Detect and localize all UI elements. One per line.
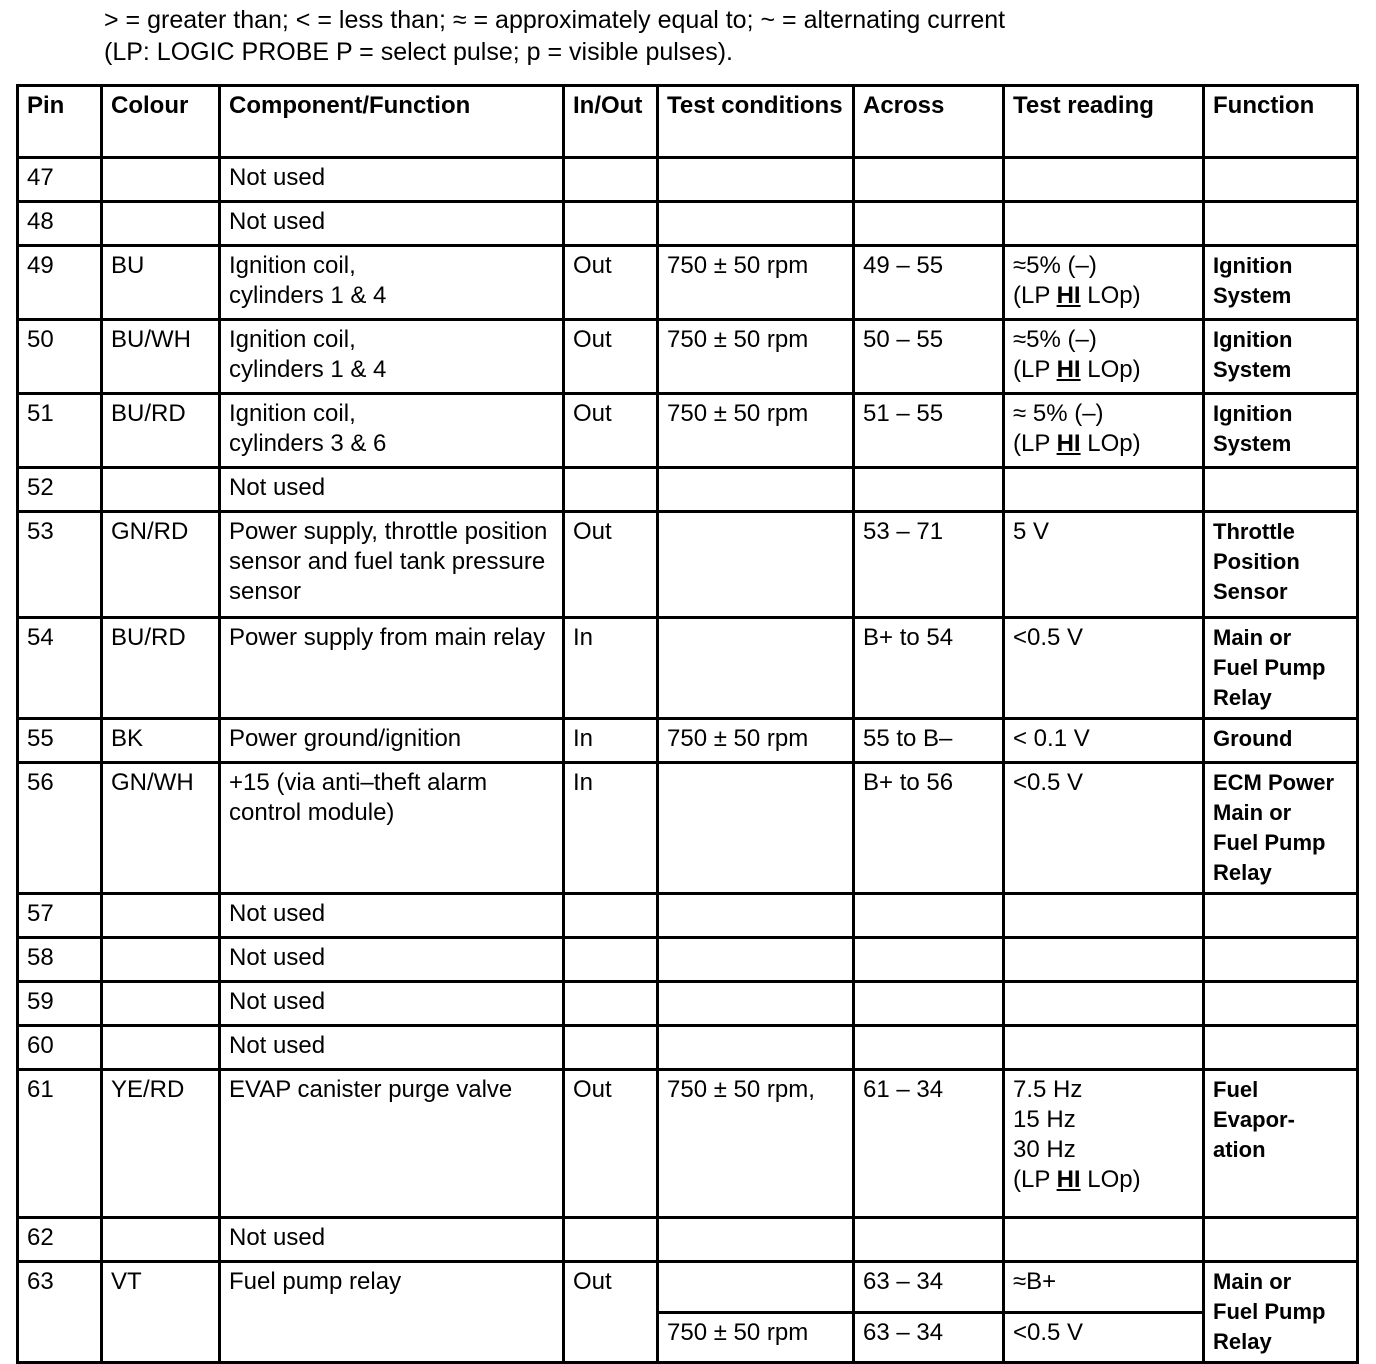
across-cell: 61 – 34	[854, 1070, 1004, 1218]
test-conditions-cell	[658, 512, 854, 618]
table-row	[18, 1070, 1358, 1218]
function-cell: Ignition System	[1204, 246, 1358, 320]
test-conditions-cell	[658, 763, 854, 894]
test-conditions-cell	[658, 938, 854, 982]
pin-cell: 63	[18, 1262, 102, 1363]
header-component: Component/Function	[220, 86, 564, 158]
across-cell	[854, 938, 1004, 982]
colour-cell: BK	[102, 719, 220, 763]
table-row	[18, 320, 1358, 394]
inout-cell: Out	[564, 1262, 658, 1363]
across-cell: B+ to 56	[854, 763, 1004, 894]
colour-cell: VT	[102, 1262, 220, 1363]
colour-cell	[102, 1218, 220, 1262]
test-conditions-cell: 750 ± 50 rpm	[658, 394, 854, 468]
across-cell	[854, 158, 1004, 202]
function-cell	[1204, 938, 1358, 982]
colour-cell	[102, 158, 220, 202]
component-cell: Ignition coil, cylinders 3 & 6	[220, 394, 564, 468]
table-row	[18, 1218, 1358, 1262]
test-reading-cell	[1004, 982, 1204, 1026]
test-reading-cell	[1004, 1218, 1204, 1262]
pin-cell: 48	[18, 202, 102, 246]
table-body	[18, 158, 1358, 1363]
test-reading-cell	[1004, 158, 1204, 202]
component-cell: Not used	[220, 468, 564, 512]
table-row	[18, 618, 1358, 719]
pin-cell: 58	[18, 938, 102, 982]
table-row	[18, 1262, 1358, 1313]
test-conditions-cell: 750 ± 50 rpm	[658, 246, 854, 320]
pin-cell: 59	[18, 982, 102, 1026]
colour-cell: BU	[102, 246, 220, 320]
pin-cell: 56	[18, 763, 102, 894]
component-cell: +15 (via anti–theft alarm control module)	[220, 763, 564, 894]
colour-cell	[102, 982, 220, 1026]
test-reading-cell: ≈5% (–) (LP HI LOp)	[1004, 246, 1204, 320]
across-cell	[854, 982, 1004, 1026]
header-colour: Colour	[102, 86, 220, 158]
pin-cell: 61	[18, 1070, 102, 1218]
inout-cell	[564, 982, 658, 1026]
table-row	[18, 763, 1358, 894]
across-cell: B+ to 54	[854, 618, 1004, 719]
test-reading-cell: <0.5 V	[1004, 1312, 1204, 1363]
test-reading-cell	[1004, 1026, 1204, 1070]
test-conditions-cell: 750 ± 50 rpm	[658, 320, 854, 394]
test-conditions-cell: 750 ± 50 rpm	[658, 1312, 854, 1363]
function-cell: Fuel Evapor- ation	[1204, 1070, 1358, 1218]
function-cell: Throttle Position Sensor	[1204, 512, 1358, 618]
pin-cell: 54	[18, 618, 102, 719]
inout-cell	[564, 1026, 658, 1070]
across-cell: 53 – 71	[854, 512, 1004, 618]
header-pin: Pin	[18, 86, 102, 158]
test-reading-cell: < 0.1 V	[1004, 719, 1204, 763]
inout-cell: In	[564, 618, 658, 719]
table-row	[18, 1026, 1358, 1070]
function-cell: Ignition System	[1204, 320, 1358, 394]
colour-cell	[102, 202, 220, 246]
across-cell: 55 to B–	[854, 719, 1004, 763]
across-cell	[854, 1026, 1004, 1070]
function-cell: ECM Power Main or Fuel Pump Relay	[1204, 763, 1358, 894]
function-cell	[1204, 1026, 1358, 1070]
table-row	[18, 512, 1358, 618]
table-row	[18, 719, 1358, 763]
test-reading-cell	[1004, 468, 1204, 512]
hi-marker: HI	[1056, 356, 1081, 383]
component-cell: Ignition coil, cylinders 1 & 4	[220, 320, 564, 394]
test-reading-cell: <0.5 V	[1004, 763, 1204, 894]
component-cell: Power supply from main relay	[220, 618, 564, 719]
component-cell: Not used	[220, 158, 564, 202]
header-inout: In/Out	[564, 86, 658, 158]
function-cell	[1204, 202, 1358, 246]
pin-cell: 49	[18, 246, 102, 320]
function-cell	[1204, 468, 1358, 512]
hi-marker: HI	[1056, 282, 1081, 309]
component-cell: EVAP canister purge valve	[220, 1070, 564, 1218]
function-cell: Main or Fuel Pump Relay	[1204, 618, 1358, 719]
pin-cell: 51	[18, 394, 102, 468]
colour-cell: BU/WH	[102, 320, 220, 394]
component-cell: Not used	[220, 894, 564, 938]
across-cell: 49 – 55	[854, 246, 1004, 320]
inout-cell	[564, 1218, 658, 1262]
header-across: Across	[854, 86, 1004, 158]
colour-cell: BU/RD	[102, 618, 220, 719]
pin-cell: 53	[18, 512, 102, 618]
component-cell: Not used	[220, 202, 564, 246]
test-reading-cell	[1004, 202, 1204, 246]
component-cell: Not used	[220, 1026, 564, 1070]
inout-cell: In	[564, 719, 658, 763]
colour-cell: BU/RD	[102, 394, 220, 468]
colour-cell	[102, 938, 220, 982]
legend-line-2: (LP: LOGIC PROBE P = select pulse; p = visible pulses).	[104, 38, 733, 66]
across-cell	[854, 468, 1004, 512]
component-cell: Ignition coil, cylinders 1 & 4	[220, 246, 564, 320]
across-cell: 63 – 34	[854, 1262, 1004, 1313]
header-function: Function	[1204, 86, 1358, 158]
inout-cell: Out	[564, 246, 658, 320]
test-reading-cell: 7.5 Hz 15 Hz 30 Hz (LP HI LOp)	[1004, 1070, 1204, 1218]
pin-table	[16, 84, 1359, 1364]
test-reading-cell: ≈B+	[1004, 1262, 1204, 1313]
pin-cell: 55	[18, 719, 102, 763]
test-conditions-cell	[658, 158, 854, 202]
table-row	[18, 982, 1358, 1026]
test-conditions-cell	[658, 982, 854, 1026]
table-row	[18, 894, 1358, 938]
table-row	[18, 938, 1358, 982]
inout-cell	[564, 938, 658, 982]
table-row	[18, 246, 1358, 320]
colour-cell: GN/WH	[102, 763, 220, 894]
across-cell	[854, 1218, 1004, 1262]
colour-cell	[102, 894, 220, 938]
colour-cell: YE/RD	[102, 1070, 220, 1218]
header-test-reading: Test reading	[1004, 86, 1204, 158]
component-cell: Not used	[220, 938, 564, 982]
inout-cell	[564, 158, 658, 202]
hi-marker: HI	[1056, 430, 1081, 457]
test-reading-cell: ≈5% (–) (LP HI LOp)	[1004, 320, 1204, 394]
test-reading-cell	[1004, 938, 1204, 982]
function-cell: Main or Fuel Pump Relay	[1204, 1262, 1358, 1363]
colour-cell	[102, 1026, 220, 1070]
test-conditions-cell	[658, 618, 854, 719]
table-row	[18, 468, 1358, 512]
function-cell: Ground	[1204, 719, 1358, 763]
inout-cell: Out	[564, 512, 658, 618]
function-cell: Ignition System	[1204, 394, 1358, 468]
inout-cell: In	[564, 763, 658, 894]
across-cell: 50 – 55	[854, 320, 1004, 394]
pin-cell: 50	[18, 320, 102, 394]
header-row	[18, 86, 1358, 158]
pin-cell: 47	[18, 158, 102, 202]
pin-cell: 52	[18, 468, 102, 512]
test-conditions-cell	[658, 1262, 854, 1313]
table-row	[18, 158, 1358, 202]
across-cell	[854, 894, 1004, 938]
colour-cell	[102, 468, 220, 512]
colour-cell: GN/RD	[102, 512, 220, 618]
test-reading-cell	[1004, 894, 1204, 938]
test-reading-cell: 5 V	[1004, 512, 1204, 618]
table-row	[18, 202, 1358, 246]
test-conditions-cell	[658, 202, 854, 246]
component-cell: Power ground/ignition	[220, 719, 564, 763]
inout-cell: Out	[564, 1070, 658, 1218]
across-cell	[854, 202, 1004, 246]
pin-cell: 62	[18, 1218, 102, 1262]
pin-cell: 57	[18, 894, 102, 938]
test-conditions-cell: 750 ± 50 rpm,	[658, 1070, 854, 1218]
function-cell	[1204, 982, 1358, 1026]
inout-cell	[564, 202, 658, 246]
component-cell: Not used	[220, 1218, 564, 1262]
function-cell	[1204, 894, 1358, 938]
test-reading-cell: <0.5 V	[1004, 618, 1204, 719]
component-cell: Power supply, throttle position sensor and fuel tank pressure sensor	[220, 512, 564, 618]
function-cell	[1204, 158, 1358, 202]
inout-cell: Out	[564, 320, 658, 394]
legend	[104, 4, 1005, 68]
legend-line-1: > = greater than; < = less than; ≈ = approximately equal to; ~ = alternating current	[104, 6, 1006, 34]
pin-cell: 60	[18, 1026, 102, 1070]
across-cell: 51 – 55	[854, 394, 1004, 468]
component-cell: Not used	[220, 982, 564, 1026]
inout-cell	[564, 468, 658, 512]
test-conditions-cell	[658, 894, 854, 938]
inout-cell	[564, 894, 658, 938]
function-cell	[1204, 1218, 1358, 1262]
component-cell: Fuel pump relay	[220, 1262, 564, 1363]
test-conditions-cell	[658, 1026, 854, 1070]
inout-cell: Out	[564, 394, 658, 468]
test-conditions-cell	[658, 1218, 854, 1262]
test-conditions-cell	[658, 468, 854, 512]
table-row	[18, 394, 1358, 468]
test-conditions-cell: 750 ± 50 rpm	[658, 719, 854, 763]
test-reading-cell: ≈ 5% (–) (LP HI LOp)	[1004, 394, 1204, 468]
hi-marker: HI	[1056, 1166, 1081, 1193]
across-cell: 63 – 34	[854, 1312, 1004, 1363]
header-test-conditions: Test conditions	[658, 86, 854, 158]
